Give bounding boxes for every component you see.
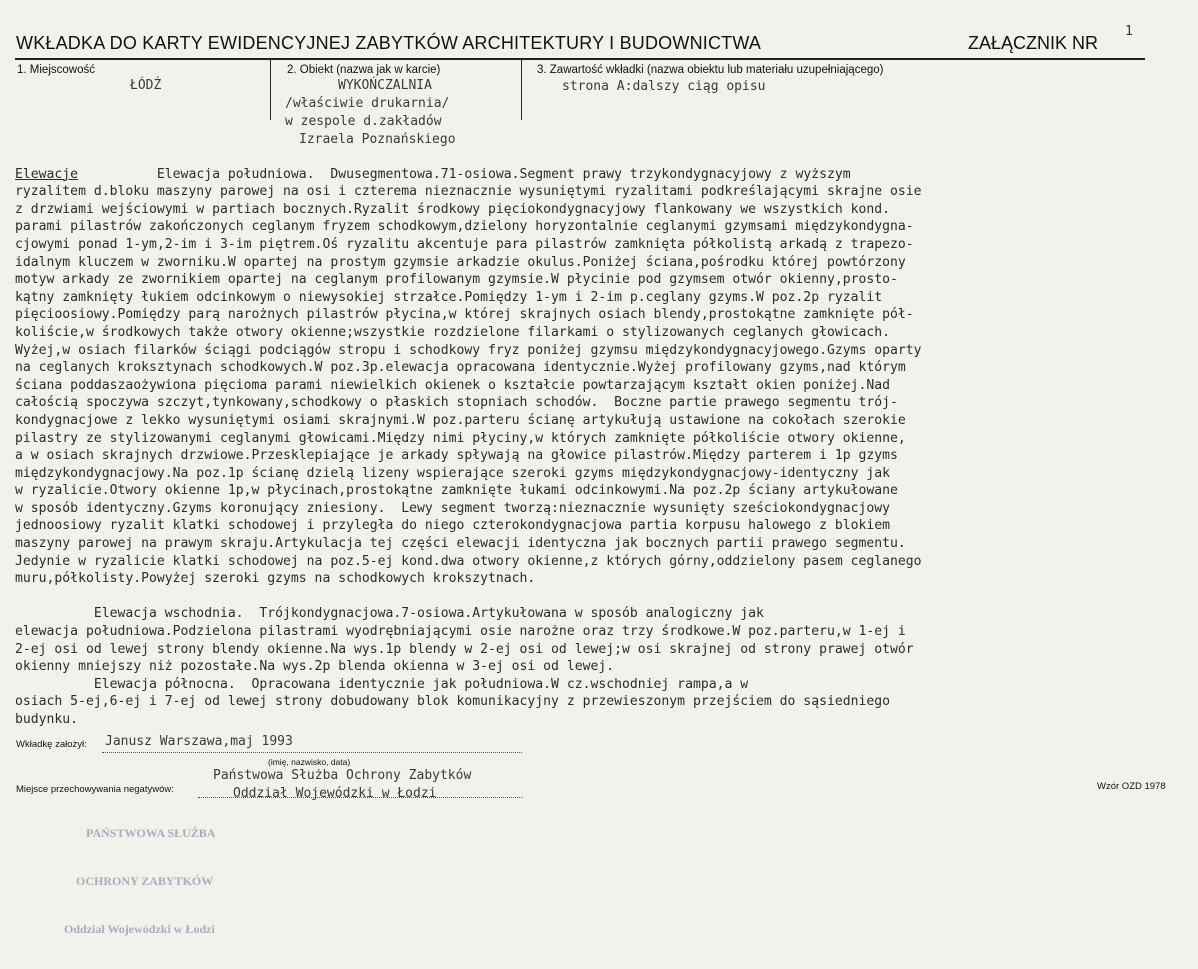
body-line: kątny zamknięty łukiem odcinkowym o niewysokiej strzałce.Pomiędzy 1-ym i 2-im p.ceglany gzyms.W poz.2p ryzalit [15, 289, 883, 305]
stamp-line: PAŃSTWOWA SŁUŻBA [86, 826, 216, 840]
office-stamp [64, 793, 215, 969]
body-line: elewacja południowa.Podzielona pilastrami wyodrębniającymi osie narożne oraz trzy środkowe.W poz.parteru,w 1-ej i [15, 624, 906, 640]
body-line: Wyżej,w osiach filarków ściągi podciągów stropu i schodkowy fryz poniżej gzymsu międzykondygnacyjowego.Gzyms oparty [15, 342, 922, 358]
attachment-label: ZAŁĄCZNIK NR [968, 33, 1099, 53]
body-line: muru,półkolisty.Powyżej szeroki gzyms na schodkowych krokszytnach. [15, 571, 536, 587]
body-line: koliście,w środkowych także otwory okienne;wszystkie rozdzielone filarkami o stylizowanych ceglanych głowicach. [15, 324, 891, 340]
negatives-value-line: Oddział Wojewódzki w Łodzi [233, 786, 437, 801]
form-code: Wzór OZD 1978 [1097, 781, 1166, 792]
body-line: Elewacja południowa. Dwusegmentowa.71-osiowa.Segment prawy trzykondygnacyjowy z wyższym [78, 166, 851, 182]
body-line: pilastry ze stylizowanymi ceglanymi głowicami.Między nimi płyciny,w których zamknięte półkoliście otwory okienne, [15, 430, 906, 446]
body-line: ściana poddaszaożywiona pięcioma parami niewielkich okienek o kształcie powtarzającym kształt okien poniżej.Nad [15, 377, 891, 393]
body-line: a w osiach skrajnych drzwiowe.Przesklepiające je arkady spływają na głowice pilastrów.Między parterem i 1p gzyms [15, 448, 898, 464]
author-label: Wkładkę założył: [16, 739, 87, 750]
body-line: budynku. [15, 712, 79, 727]
section-heading: Elewacje [15, 166, 79, 182]
negatives-label: Miejsce przechowywania negatywów: [16, 784, 174, 795]
stamp-line: Oddział Wojewódzki w Łodzi [64, 922, 215, 936]
object-value-line: Izraela Poznańskiego [299, 132, 456, 147]
object-value-line: w zespole d.zakładów [285, 114, 442, 129]
body-line: w ryzalicie.Otwory okienne 1p,w płycinach,prostokątne zamknięte łukami odcinkowymi.Na poz.2p ściany artykułowane [15, 483, 898, 499]
object-label: 2. Obiekt (nazwa jak w karcie) [287, 64, 441, 76]
object-value-line: WYKOŃCZALNIA [338, 78, 432, 93]
description-body [15, 148, 922, 729]
body-line: idalnym kluczem w zworniku.W opartej na prostym gzymsie arkadzie okulus.Poniżej ściana,pośrodku której powtórzony [15, 254, 906, 270]
header-rule [15, 58, 1145, 60]
contents-label: 3. Zawartość wkładki (nazwa obiektu lub materiału uzupełniającego) [537, 64, 884, 76]
body-line: okienny mniejszy niż pozostałe.Na wys.2p blenda okienna w 3-ej osi od lewej. [15, 659, 615, 675]
body-line: całością spoczywa szczyt,tynkowany,schodkowy o płaskich stopniach schodów. Boczne partie prawego segmentu trój- [15, 395, 898, 411]
body-line: pięcioosiowy.Pomiędzy parą narożnych pilastrów płycina,w której skrajnych osiach blendy,prostokątne zamknięte pół- [15, 307, 914, 323]
field-divider-1 [270, 60, 271, 120]
author-dotted-line [102, 752, 522, 753]
locality-value: ŁÓDŹ [130, 78, 162, 93]
body-line: motyw arkady ze zwornikiem opartej na ceglanym profilowanym gzymsie.W płycinie pod gzymsem otwór okienny,prosto- [15, 272, 898, 288]
contents-value: strona A:dalszy ciąg opisu [562, 79, 766, 94]
body-line: 2-ej osi od lewej strony blendy okienne.Na wys.1p blendy w 2-ej osi od lewej;w osi skrajnej od strony prawej otwór [15, 641, 914, 657]
author-caption: (imię, nazwisko, data) [268, 757, 351, 767]
object-value-line: /właściwie drukarnia/ [285, 96, 450, 111]
body-line: cjowymi ponad 1-ym,2-im i 3-im piętrem.Oś ryzalitu akcentuje para pilastrów zamknięta półkolistą arkadą z trapezo- [15, 236, 914, 252]
author-value: Janusz Warszawa,maj 1993 [105, 734, 293, 749]
body-line: na ceglanych kroksztynach schodkowych.W poz.3p.elewacja opracowana identycznie.Wyżej profilowany gzyms,nad którym [15, 360, 906, 376]
body-line: maszyny parowej na prawym skraju.Artykulacja tej części elewacji identyczna jak bocznych partii prawego segmentu. [15, 536, 906, 552]
negatives-value-line: Państwowa Służba Ochrony Zabytków [213, 768, 472, 783]
attachment-number: 1 [1125, 24, 1133, 39]
body-line: w sposób identyczny.Gzyms koronujący zniesiony. Lewy segment tworzą:nieznacznie wysunięty sześciokondygnacjowy [15, 500, 891, 516]
body-line: osiach 5-ej,6-ej i 7-ej od lewej strony dobudowany blok komunikacyjny z przewieszonym przejściem do sąsiedniego [15, 694, 891, 710]
stamp-line: OCHRONY ZABYTKÓW [76, 874, 214, 888]
body-line: z drzwiami wejściowymi w partiach bocznych.Ryzalit środkowy pięciokondygnacyjowy flankowany we wszystkich kond. [15, 201, 891, 217]
body-line: jednoosiowy ryzalit klatki schodowej i przyległa do niego czterokondygnacjowa partia korpusu halowego z blokiem [15, 518, 891, 534]
card-title: WKŁADKA DO KARTY EWIDENCYJNEJ ZABYTKÓW ARCHITEKTURY I BUDOWNICTWA [16, 33, 762, 53]
body-line: międzykondygnacjowy.Na poz.1p ścianę dzielą lizeny wspierające szeroki gzyms międzykondygnacjowy-identyczny jak [15, 465, 891, 481]
body-line: kondygnacjowe z lekko wysuniętymi osiami skrajnymi.W poz.parteru ścianę artykułują ustawione na cokołach szerokie [15, 412, 906, 428]
body-line: Elewacja wschodnia. Trójkondygnacjowa.7-osiowa.Artykułowana w sposób analogiczny jak [15, 606, 764, 622]
body-line: ryzalitem d.bloku maszyny parowej na osi i czterema nieznacznie wysuniętymi ryzalitami podkreślającymi skrajne osie [15, 184, 922, 200]
body-line: parami pilastrów zakończonych ceglanym fryzem schodkowym,dzielony horyzontalnie ceglanymi gzymsami międzykondygna- [15, 219, 914, 235]
body-line: Jedynie w ryzalicie klatki schodowej na poz.5-ej kond.dwa otwory okienne,z których górny,oddzielony pasem ceglanego [15, 553, 922, 569]
body-line: Elewacja północna. Opracowana identycznie jak południowa.W cz.wschodniej rampa,a w [15, 676, 749, 692]
locality-label: 1. Miejscowość [17, 64, 95, 76]
field-divider-2 [521, 60, 522, 120]
